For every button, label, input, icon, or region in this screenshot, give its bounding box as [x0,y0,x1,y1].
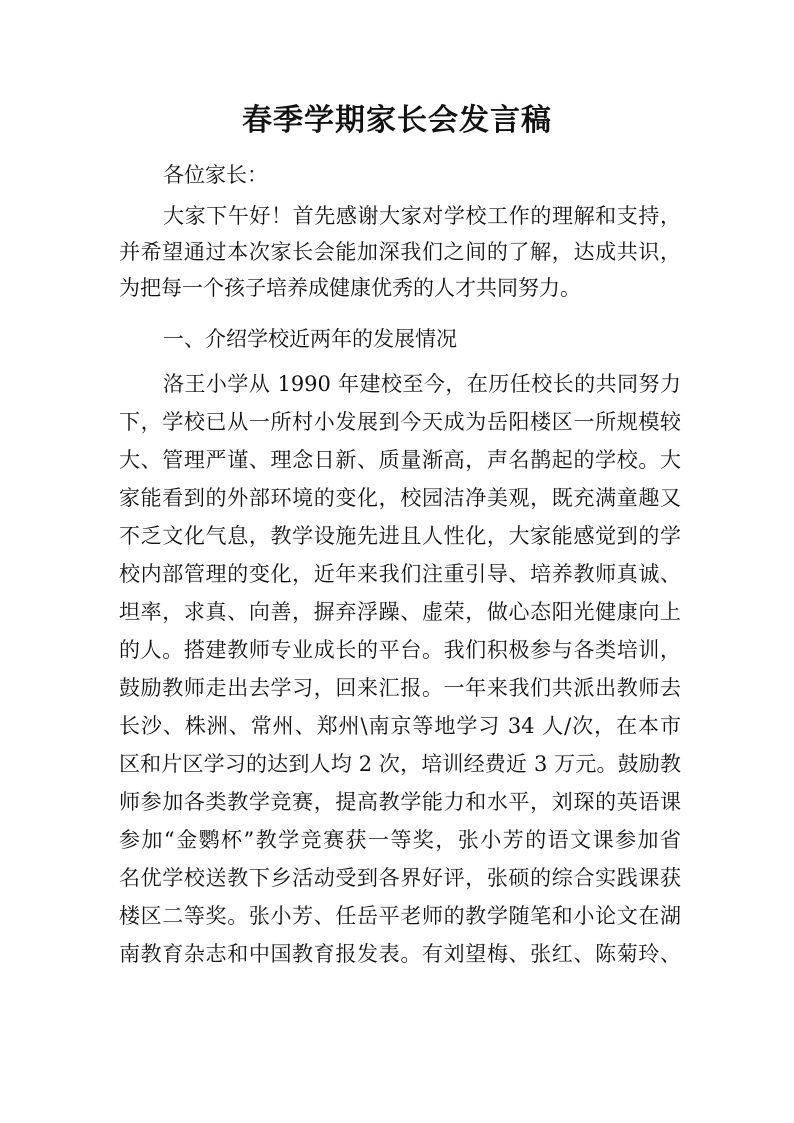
body-line: 不乏文化气息，教学设施先进且人性化，大家能感觉到的学 [119,524,681,548]
body-line: 长沙、株洲、常州、郑州\南京等地学习 34 人/次，在本市 [119,714,681,738]
body-line: 大、管理严谨、理念日新、质量渐高，声名鹊起的学校。大 [119,448,681,472]
body-line: 南教育杂志和中国教育报发表。有刘望梅、张红、陈菊玲、 [119,942,681,966]
intro-line: 为把每一个孩子培养成健康优秀的人才共同努力。 [119,276,581,300]
body-line: 的人。搭建教师专业成长的平台。我们积极参与各类培训， [119,638,681,662]
intro-line: 并希望通过本次家长会能加深我们之间的了解，达成共识， [119,240,681,264]
page-title: 春季学期家长会发言稿 [242,103,552,138]
body-line: 下，学校已从一所村小发展到今天成为岳阳楼区一所规模较 [119,410,681,434]
body-line: 家能看到的外部环境的变化，校园洁净美观，既充满童趣又 [119,486,681,510]
body-line: 师参加各类教学竞赛，提高教学能力和水平，刘琛的英语课 [119,790,681,814]
intro-paragraph [119,198,681,306]
body-line: 坦率，求真、向善，摒弃浮躁、虚荣，做心态阳光健康向上 [119,600,681,624]
body-paragraph [119,365,681,973]
body-line: 鼓励教师走出去学习，回来汇报。一年来我们共派出教师去 [119,676,681,700]
intro-line: 大家下午好！首先感谢大家对学校工作的理解和支持， [163,204,681,228]
body-line: 名优学校送教下乡活动受到各界好评，张硕的综合实践课获 [119,866,681,890]
body-line: 洛王小学从 1990 年建校至今，在历任校长的共同努力 [163,372,681,396]
section-heading: 一、介绍学校近两年的发展情况 [163,327,457,351]
body-line: 参加“金鹦杯”教学竞赛获一等奖，张小芳的语文课参加省 [119,828,681,852]
body-line: 楼区二等奖。张小芳、任岳平老师的教学随笔和小论文在湖 [119,904,681,928]
body-line: 区和片区学习的达到人均 2 次，培训经费近 3 万元。鼓励教 [119,752,681,776]
body-line: 校内部管理的变化，近年来我们注重引导、培养教师真诚、 [119,562,681,586]
greeting: 各位家长： [163,163,268,187]
